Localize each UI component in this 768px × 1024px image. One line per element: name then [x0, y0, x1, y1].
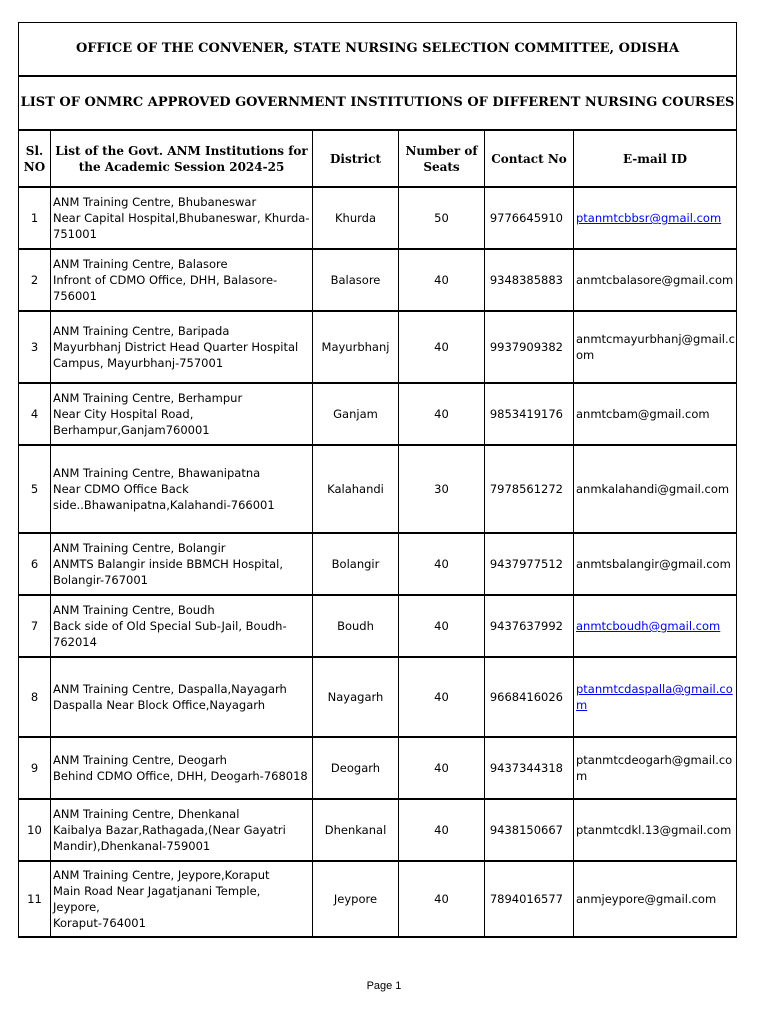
- institution-line: Mandir),Dhenkanal-759001: [53, 839, 211, 853]
- institution-line: Back side of Old Special Sub-Jail, Boudh-762014: [53, 619, 287, 649]
- sl-no-cell: 1: [19, 187, 51, 249]
- sl-no-cell: 6: [19, 533, 51, 595]
- email-text: anmtcbalasore@gmail.com: [576, 273, 734, 287]
- institution-line: Koraput-764001: [53, 916, 146, 930]
- institution-line: ANM Training Centre, Berhampur: [53, 391, 243, 405]
- sl-header-line2: NO: [23, 159, 46, 174]
- institution-line: Campus, Mayurbhanj-757001: [53, 356, 224, 370]
- institution-line: ANM Training Centre, Daspalla,Nayagarh: [53, 682, 287, 696]
- institution-cell: [51, 737, 313, 799]
- seats-cell: 40: [399, 657, 485, 737]
- institution-line: Behind CDMO Office, DHH, Deogarh-768018: [53, 769, 308, 783]
- sl-no-cell: 9: [19, 737, 51, 799]
- seats-cell: 40: [399, 249, 485, 311]
- institution-cell: [51, 595, 313, 657]
- contact-cell: 9438150667: [485, 799, 574, 861]
- institution-line: ANM Training Centre, Balasore: [53, 257, 228, 271]
- list-title: LIST OF ONMRC APPROVED GOVERNMENT INSTITUTIONS OF DIFFERENT NURSING COURSES: [19, 76, 737, 130]
- institution-cell: [51, 187, 313, 249]
- email-cell: [574, 445, 737, 533]
- district-header: District: [313, 130, 399, 187]
- seats-cell: 30: [399, 445, 485, 533]
- institution-line: Infront of CDMO Office, DHH, Balasore-756001: [53, 273, 278, 303]
- page-number: Page 1: [366, 980, 402, 992]
- sl-no-cell: 3: [19, 311, 51, 383]
- district-cell: Jeypore: [313, 861, 399, 937]
- institution-line: Daspalla Near Block Office,Nayagarh: [53, 698, 266, 712]
- district-cell: Kalahandi: [313, 445, 399, 533]
- seats-cell: 40: [399, 861, 485, 937]
- institution-line: ANM Training Centre, Deogarh: [53, 753, 227, 767]
- seats-header: [399, 130, 485, 187]
- table-row: [19, 311, 737, 383]
- sl-no-cell: 10: [19, 799, 51, 861]
- sl-no-cell: 4: [19, 383, 51, 445]
- contact-cell: 9437637992: [485, 595, 574, 657]
- institution-line: ANM Training Centre, Baripada: [53, 324, 230, 338]
- institution-line: Mayurbhanj District Head Quarter Hospital: [53, 340, 299, 354]
- district-cell: Deogarh: [313, 737, 399, 799]
- seats-cell: 40: [399, 383, 485, 445]
- contact-cell: 9668416026: [485, 657, 574, 737]
- institution-cell: [51, 249, 313, 311]
- institution-cell: [51, 445, 313, 533]
- district-cell: Balasore: [313, 249, 399, 311]
- seats-header-line2: Seats: [423, 159, 460, 174]
- contact-cell: 7894016577: [485, 861, 574, 937]
- district-cell: Dhenkanal: [313, 799, 399, 861]
- table-row: [19, 595, 737, 657]
- institutions-table: [18, 22, 737, 938]
- contact-cell: 9437344318: [485, 737, 574, 799]
- table-row: [19, 383, 737, 445]
- email-link[interactable]: ptanmtcbbsr@gmail.com: [576, 211, 722, 225]
- email-cell: [574, 187, 737, 249]
- table-row: [19, 533, 737, 595]
- contact-cell: 9437977512: [485, 533, 574, 595]
- table-row: [19, 657, 737, 737]
- institution-cell: [51, 383, 313, 445]
- district-cell: Boudh: [313, 595, 399, 657]
- institution-cell: [51, 861, 313, 937]
- institution-line: ANM Training Centre, Bhubaneswar: [53, 195, 257, 209]
- sl-no-cell: 8: [19, 657, 51, 737]
- sl-no-header: [19, 130, 51, 187]
- contact-cell: 7978561272: [485, 445, 574, 533]
- institution-cell: [51, 533, 313, 595]
- email-cell: [574, 533, 737, 595]
- email-link[interactable]: anmtcboudh@gmail.com: [576, 619, 721, 633]
- institution-line: Kaibalya Bazar,Rathagada,(Near Gayatri: [53, 823, 286, 837]
- institution-header: List of the Govt. ANM Institutions for the Academic Session 2024-25: [51, 130, 313, 187]
- email-text: ptanmtcdeogarh@gmail.com: [576, 753, 733, 783]
- sl-no-cell: 7: [19, 595, 51, 657]
- seats-cell: 40: [399, 595, 485, 657]
- table-row: [19, 249, 737, 311]
- institution-line: Near City Hospital Road,: [53, 407, 194, 421]
- institution-line: ANM Training Centre, Bhawanipatna: [53, 466, 261, 480]
- district-cell: Mayurbhanj: [313, 311, 399, 383]
- institution-line: ANM Training Centre, Boudh: [53, 603, 215, 617]
- contact-header: Contact No: [485, 130, 574, 187]
- contact-cell: 9776645910: [485, 187, 574, 249]
- email-cell: [574, 249, 737, 311]
- seats-cell: 50: [399, 187, 485, 249]
- email-text: ptanmtcdkl.13@gmail.com: [576, 823, 732, 837]
- contact-cell: 9853419176: [485, 383, 574, 445]
- email-header: E-mail ID: [574, 130, 737, 187]
- institution-cell: [51, 657, 313, 737]
- institution-line: ANM Training Centre, Jeypore,Koraput: [53, 868, 270, 882]
- sl-no-cell: 11: [19, 861, 51, 937]
- office-title: OFFICE OF THE CONVENER, STATE NURSING SELECTION COMMITTEE, ODISHA: [19, 23, 737, 77]
- contact-cell: 9937909382: [485, 311, 574, 383]
- institution-line: Berhampur,Ganjam760001: [53, 423, 210, 437]
- district-cell: Nayagarh: [313, 657, 399, 737]
- table-row: [19, 445, 737, 533]
- email-cell: [574, 657, 737, 737]
- table-row: [19, 861, 737, 937]
- seats-cell: 40: [399, 311, 485, 383]
- institution-line: ANM Training Centre, Bolangir: [53, 541, 226, 555]
- column-header-row: [19, 130, 737, 187]
- institution-line: Bolangir-767001: [53, 573, 148, 587]
- table-row: [19, 187, 737, 249]
- email-text: anmtcmayurbhanj@gmail.com: [576, 332, 735, 362]
- email-text: anmtsbalangir@gmail.com: [576, 557, 731, 571]
- institution-cell: [51, 799, 313, 861]
- sl-no-cell: 5: [19, 445, 51, 533]
- institution-line: Main Road Near Jagatjanani Temple, Jeypore,: [53, 884, 261, 914]
- institution-line: side..Bhawanipatna,Kalahandi-766001: [53, 498, 275, 512]
- institution-line: Near Capital Hospital,Bhubaneswar, Khurda-: [53, 211, 310, 225]
- institution-line: 751001: [53, 227, 97, 241]
- email-cell: [574, 861, 737, 937]
- district-cell: Ganjam: [313, 383, 399, 445]
- institution-cell: [51, 311, 313, 383]
- table-row: [19, 737, 737, 799]
- seats-cell: 40: [399, 737, 485, 799]
- email-cell: [574, 311, 737, 383]
- institution-line: ANMTS Balangir inside BBMCH Hospital,: [53, 557, 284, 571]
- email-link[interactable]: ptanmtcdaspalla@gmail.com: [576, 682, 733, 712]
- seats-header-line1: Number of: [405, 143, 478, 158]
- email-text: anmtcbam@gmail.com: [576, 407, 710, 421]
- seats-cell: 40: [399, 799, 485, 861]
- district-cell: Bolangir: [313, 533, 399, 595]
- sl-header-line1: Sl.: [25, 143, 44, 158]
- email-cell: [574, 737, 737, 799]
- institution-line: ANM Training Centre, Dhenkanal: [53, 807, 240, 821]
- sl-no-cell: 2: [19, 249, 51, 311]
- email-text: anmkalahandi@gmail.com: [576, 482, 730, 496]
- email-cell: [574, 595, 737, 657]
- email-cell: [574, 799, 737, 861]
- seats-cell: 40: [399, 533, 485, 595]
- institution-line: Near CDMO Office Back: [53, 482, 189, 496]
- email-text: anmjeypore@gmail.com: [576, 892, 717, 906]
- email-cell: [574, 383, 737, 445]
- table-row: [19, 799, 737, 861]
- contact-cell: 9348385883: [485, 249, 574, 311]
- district-cell: Khurda: [313, 187, 399, 249]
